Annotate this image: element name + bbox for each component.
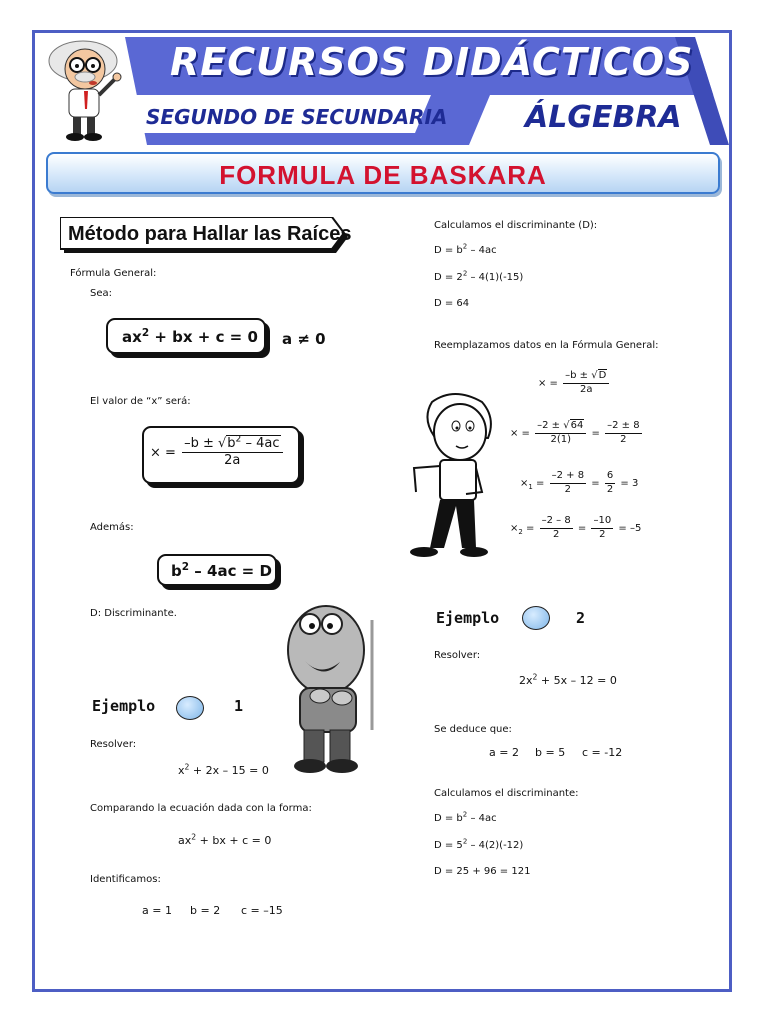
disc-step-2-exp: 2 — [462, 269, 468, 278]
formula-lhs: × = — [150, 445, 176, 461]
a-not-zero: a ≠ 0 — [282, 330, 326, 348]
s3-eq: = — [536, 478, 545, 489]
formula-den: 2a — [224, 453, 241, 469]
example2-value-a: a = 2 — [489, 746, 519, 759]
example1-form — [178, 834, 271, 847]
solution-x2 — [510, 515, 641, 541]
sea-label: Sea: — [90, 288, 112, 299]
s3-sub: 1 — [528, 483, 533, 491]
s4-den2: 2 — [599, 528, 606, 540]
s2-fraction-2 — [605, 420, 641, 446]
example1-value-b: b = 2 — [190, 904, 221, 917]
example1-circle-icon — [176, 696, 204, 720]
section-title: Método para Hallar las Raíces — [68, 223, 352, 245]
s2-rad: 64 — [570, 420, 584, 431]
cartoon-character-icon — [280, 600, 380, 780]
s3-lhs: × — [520, 478, 529, 489]
example1-label: Ejemplo — [92, 697, 156, 715]
example1-eq-a: x — [178, 764, 185, 777]
s1-lhs: × = — [538, 378, 558, 389]
disc-step-3: D = 64 — [434, 298, 470, 309]
s4-den: 2 — [552, 528, 560, 540]
disc-step-1-post: – 4ac — [467, 245, 497, 256]
s2-den: 2(1) — [550, 433, 571, 445]
example1-equation — [178, 764, 269, 777]
disc-step-2 — [434, 269, 524, 284]
formula-rad: b — [227, 436, 236, 451]
solution-step-1 — [538, 370, 611, 396]
formula-fraction: $\frac{-b \pm √b^2 - 4ac}{2a}$ — [182, 436, 282, 470]
example2-eq-pre: 2x — [519, 674, 533, 687]
example2-value-b: b = 5 — [535, 746, 566, 759]
topic-bar — [46, 152, 720, 194]
example2-disc-2 — [434, 837, 524, 852]
example2-circle-icon — [522, 606, 550, 630]
s1-num-pre: –b ± — [565, 370, 592, 381]
s2-den2: 2 — [620, 433, 627, 445]
disc-step-2-post: – 4(1)(-15) — [467, 272, 524, 283]
example1-form-a: ax — [178, 834, 192, 847]
x-value-label: El valor de “x” será: — [90, 396, 191, 407]
example2-disc-2-pre: D = 5 — [434, 840, 463, 851]
eq-lhs: ax — [122, 328, 142, 346]
example1-eq-rest: + 2x – 15 = 0 — [189, 764, 269, 777]
example2-value-c: c = -12 — [582, 746, 623, 759]
discriminant-definition: D: Discriminante. — [90, 608, 177, 619]
quadratic-formula-box — [142, 426, 300, 484]
example2-label: Ejemplo — [436, 609, 500, 627]
s3-den2: 2 — [606, 483, 614, 495]
banner-title: RECURSOS DIDÁCTICOS — [170, 40, 694, 84]
s2-lhs: × = — [510, 428, 530, 439]
example2-disc-2-exp: 2 — [462, 837, 468, 846]
s2-eq: = — [591, 428, 600, 439]
disc-post: – 4ac = D — [189, 562, 272, 580]
disc-exp: 2 — [181, 561, 190, 573]
example2-calc-disc: Calculamos el discriminante: — [434, 788, 579, 799]
s4-num: –2 – 8 — [540, 515, 573, 529]
formula-rad-post: – 4ac — [241, 436, 280, 451]
example1-value-c: c = –15 — [241, 904, 283, 917]
s3-den: 2 — [564, 483, 572, 495]
disc-step-1-pre: D = b — [434, 245, 463, 256]
topic-title: FORMULA DE BASKARA — [219, 160, 547, 190]
s3-num2: 6 — [605, 470, 615, 484]
s4-lhs: × — [510, 523, 519, 534]
discriminant-box — [157, 554, 277, 586]
example2-disc-1-pre: D = b — [434, 813, 463, 824]
example1-comparando: Comparando la ecuación dada con la forma: — [90, 803, 312, 814]
s3-fraction-1 — [550, 470, 586, 496]
example2-eq-post: + 5x – 12 = 0 — [537, 674, 617, 687]
s4-eq: = — [526, 523, 535, 534]
s2-fraction-1: $\frac{-2 \pm √64}{2(1)}$ — [535, 420, 586, 446]
eq-rhs: + bx + c = 0 — [149, 328, 258, 346]
s3-fraction-2 — [605, 470, 615, 496]
example1-number: 1 — [234, 697, 244, 715]
example2-disc-1-post: – 4ac — [467, 813, 497, 824]
example2-disc-2-post: – 4(2)(-12) — [467, 840, 524, 851]
s2-num-pre: –2 ± — [537, 420, 564, 431]
example1-eq-exp: 2 — [184, 762, 190, 772]
example2-disc-1 — [434, 810, 497, 825]
example1-resolver: Resolver: — [90, 739, 137, 750]
s4-eq2: = — [577, 523, 587, 534]
formula-num-pre: –b ± — [184, 436, 218, 451]
example1-identificamos: Identificamos: — [90, 874, 161, 885]
formula-rad-exp: 2 — [235, 434, 242, 445]
discriminant-equation — [171, 562, 272, 580]
s3-num: –2 + 8 — [550, 470, 586, 484]
example2-disc-1-exp: 2 — [462, 810, 468, 819]
example2-eq-exp: 2 — [532, 672, 538, 682]
formula-general-label: Fórmula General: — [70, 268, 157, 279]
calc-disc-label: Calculamos el discriminante (D): — [434, 220, 598, 231]
s2-num2: –2 ± 8 — [605, 420, 641, 434]
general-equation-box — [106, 318, 266, 354]
s1-fraction: $\frac{-b \pm √D}{2a}$ — [563, 370, 609, 396]
s4-sub: 2 — [518, 528, 523, 536]
example1-form-rest: + bx + c = 0 — [196, 834, 272, 847]
disc-step-2-pre: D = 2 — [434, 272, 463, 283]
example2-resolver: Resolver: — [434, 650, 481, 661]
professor-mascot-icon — [35, 33, 145, 145]
s1-den: 2a — [579, 383, 593, 395]
quadratic-formula — [150, 436, 285, 470]
disc-pre: b — [171, 562, 182, 580]
solution-step-2 — [510, 420, 644, 446]
general-equation — [122, 328, 258, 346]
disc-step-1-exp: 2 — [462, 242, 468, 251]
example2-deduce: Se deduce que: — [434, 724, 512, 735]
s3-result: = 3 — [620, 478, 639, 489]
banner-subtitle: SEGUNDO DE SECUNDARIA — [146, 105, 448, 129]
ademas-label: Además: — [90, 522, 134, 533]
example2-disc-3: D = 25 + 96 = 121 — [434, 866, 531, 877]
example2-number: 2 — [576, 609, 586, 627]
s4-num2: –10 — [591, 515, 613, 529]
example1-form-exp: 2 — [191, 832, 197, 842]
banner-subject: ÁLGEBRA — [525, 100, 682, 135]
eq-exp: 2 — [141, 327, 150, 339]
s4-fraction-1 — [540, 515, 573, 541]
s4-result: = –5 — [618, 523, 642, 534]
example2-equation — [519, 674, 617, 687]
disc-step-1 — [434, 242, 497, 257]
solution-x1 — [520, 470, 638, 496]
s3-eq2: = — [591, 478, 600, 489]
reemplazamos-label: Reemplazamos datos en la Fórmula General: — [434, 340, 659, 351]
example1-value-a: a = 1 — [142, 904, 172, 917]
s4-fraction-2 — [591, 515, 613, 541]
s1-rad: D — [598, 370, 607, 381]
thinking-boy-icon — [404, 388, 500, 560]
